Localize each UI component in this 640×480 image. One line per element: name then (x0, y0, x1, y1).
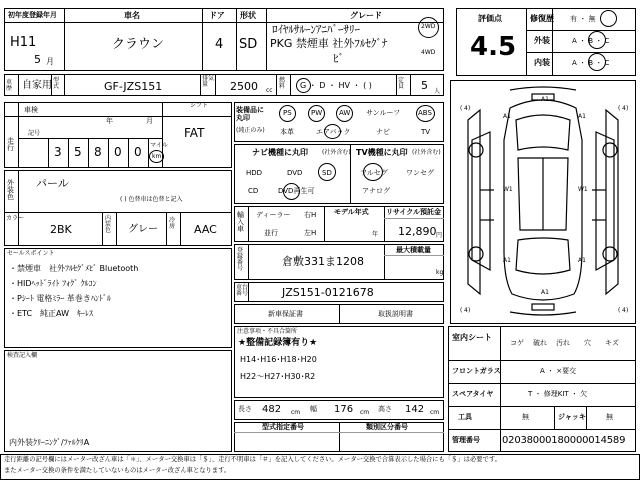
grade-line3: ﾋﾞ (333, 52, 344, 65)
tools-value: 無 (522, 413, 529, 421)
mgmt-label: 管理番号 (452, 436, 480, 444)
year-label: 初年度登録年月 (8, 11, 57, 19)
door-label: ドア (209, 11, 225, 20)
fuel-label: 燃料 (279, 77, 286, 90)
recycle-unit: 円 (436, 232, 443, 239)
width-unit: cm (360, 409, 370, 416)
damage-mark-w1-left: W1 (503, 186, 513, 193)
spare-label: スペアタイヤ (452, 390, 494, 398)
damage-mark-w1-right: W1 (578, 186, 588, 193)
inspection-month-unit: 月 (146, 117, 153, 125)
svg-text:(: ( (618, 105, 621, 112)
seat-item-2: 破れ (533, 339, 547, 347)
import-left-hand: 左H (304, 229, 317, 237)
svg-text:(: ( (460, 307, 463, 314)
import-label: 輸入車 (237, 211, 244, 233)
inspector-note: 内外装ｸﾘｰﾆﾝｸﾞ/ﾌｧﾙｸﾘA (9, 438, 90, 447)
month-value: 5 (34, 53, 41, 66)
ac-value: AAC (194, 223, 217, 236)
recycle-value: 12,890 (398, 225, 437, 238)
spare-value: T ・ 修理KIT ・ 欠 (528, 390, 588, 398)
displacement-unit: cc (266, 87, 273, 94)
exterior-score-label: 外装 (534, 36, 550, 45)
grade-line1: ﾛｲﾔﾙｻﾙｰﾝｱﾆﾊﾞｰｻﾘｰ (272, 23, 360, 36)
color-code-label: カラー (6, 215, 25, 222)
interior-b-circle (588, 53, 606, 71)
chassis-value: JZS151-0121678 (282, 286, 374, 299)
interior-grades: A ・ B ・ C (572, 59, 610, 67)
damage-mark-front: A1 (541, 96, 549, 103)
notes-line2: H14･H16･H18･H20 (240, 355, 317, 364)
svg-text:4: 4 (464, 105, 468, 112)
car-diagram (450, 80, 636, 324)
footer-line2: またメーター交換の条件を満たしていないものはメーター改ざん車となります。 (4, 467, 231, 474)
equip-abs: ABS (418, 109, 432, 117)
navi-title: ナビ機種に丸印 (252, 148, 308, 157)
usage-label: 車歴 (6, 79, 13, 92)
width-label: 幅 (310, 405, 317, 413)
notes-title: 注意事項・不具合箇所 (237, 328, 298, 335)
notes-line3: H22～H27･H30･R2 (240, 372, 316, 381)
tools-label: 工具 (458, 413, 472, 421)
import-parallel: 並行 (264, 229, 278, 237)
recycle-label: リサイクル預託金 (386, 208, 442, 216)
length-value: 482 (262, 404, 282, 415)
model-label: 型式 (53, 77, 60, 90)
height-value: 142 (405, 404, 425, 415)
jack-label: ジャッキ (558, 413, 586, 421)
height-label: 高さ (378, 405, 392, 413)
footer-line1: 走行距離の記号欄にはメーター改ざん車は「＊」、メーター交換車は「＄」、走行不明車は「＃」を記入してください。メーター交換で合算表示した場合にも「＄」は必要です。 (4, 456, 501, 463)
tv-oneseg: ワンセグ (406, 169, 434, 177)
color-code: 2BK (50, 223, 72, 236)
length-unit: cm (291, 409, 301, 416)
damage-mark-fl: A1 (503, 113, 511, 120)
svg-text:): ) (626, 105, 629, 112)
ac-label: 冷房 (169, 217, 176, 230)
reg-label: 登録番号 (237, 247, 244, 272)
damage-mark-fr: A1 (578, 113, 586, 120)
damage-mark-rear: A1 (541, 289, 549, 296)
model-year-unit: 年 (372, 231, 379, 238)
row2-table (4, 74, 444, 96)
max-load-label: 最大積載量 (396, 246, 431, 254)
reg-value: 倉敷331ま1208 (282, 255, 364, 268)
km-label: km (152, 153, 162, 160)
chassis-label: 車台番号 (236, 284, 249, 297)
equip-aw: AW (339, 109, 351, 117)
inspection-label: 車検 (24, 106, 38, 114)
sales-title: セールスポイント (7, 250, 55, 257)
repair-label: 修復歴 (530, 14, 554, 23)
shift-value: FAT (184, 126, 205, 140)
svg-text:): ) (468, 307, 471, 314)
exterior-color: パール (36, 177, 69, 190)
color-note: ( ) 色替車は色替と記入 (120, 196, 183, 203)
year-value: H11 (10, 35, 37, 50)
doors: 4 (215, 37, 224, 52)
svg-text:4: 4 (464, 307, 468, 314)
month-unit: 月 (46, 57, 54, 66)
equip-pw: PW (311, 109, 323, 117)
svg-text:4: 4 (622, 105, 626, 112)
inspector-block (4, 350, 232, 452)
notes-line1: ★整備記録簿有り★ (238, 338, 318, 348)
import-dealer: ディーラー (256, 211, 291, 219)
svg-text:): ) (468, 105, 471, 112)
rating-value: 4.5 (470, 32, 517, 62)
seat-item-4: 穴 (584, 339, 591, 347)
damage-mark-rr: A1 (578, 257, 586, 264)
navi-sd: SD (322, 169, 332, 177)
seat-item-5: キズ (605, 339, 619, 347)
sales-item-3: ・Pｼｰﾄ 電格ﾐﾗｰ 革巻きﾊﾝﾄﾞﾙ (9, 294, 111, 303)
width-value: 176 (334, 404, 354, 415)
displacement: 2500 (230, 80, 258, 93)
grade-label: グレード (350, 11, 382, 20)
drive-4wd: 4WD (421, 49, 436, 56)
inspector-label: 検査記入欄 (7, 352, 38, 359)
sales-item-2: ・HIDﾍｯﾄﾞﾗｲﾄ ﾌｫｸﾞ ｸﾙｺﾝ (9, 279, 97, 288)
height-unit: cm (430, 409, 440, 416)
rating-label: 評価点 (478, 14, 502, 23)
seat-label: 室内シート (452, 333, 492, 342)
tv-analog: アナログ (362, 187, 390, 195)
svg-text:4: 4 (622, 307, 626, 314)
mileage-digit-5: 0 (114, 145, 122, 159)
mileage-digit-4: 8 (94, 145, 102, 159)
navi-hdd: HDD (246, 169, 263, 177)
shape-label: 形状 (240, 11, 256, 20)
navi-dvd-play: DVD再生可 (278, 187, 315, 195)
equip-tv: TV (421, 128, 431, 136)
sales-item-4: ・ETC 純正AW ｷｰﾚｽ (9, 309, 94, 318)
mile-label: マイル (150, 142, 168, 149)
max-load-unit: kg (436, 269, 444, 276)
model: GF-JZS151 (104, 80, 163, 93)
equipment-note: (純正のみ) (236, 127, 265, 134)
repair-options: 有 ・ 無 (570, 15, 596, 23)
svg-text:): ) (626, 307, 629, 314)
glass-value: A ・ ×要交 (540, 367, 577, 375)
capacity: 5 (421, 79, 428, 92)
car-name: クラウン (112, 37, 165, 52)
car-name-label: 車名 (124, 11, 140, 20)
damage-mark-rl: A1 (503, 257, 511, 264)
equip-airbag: エアバック (316, 128, 351, 136)
equip-ps: PS (283, 109, 292, 117)
digit-header: 記号 (28, 130, 41, 137)
sales-item-1: ・禁煙車 社外ﾌﾙｾｸﾞﾒﾋﾞ Bluetooth (9, 264, 139, 273)
capacity-unit: 人 (434, 88, 441, 95)
fuel-options: G ・ D ・ HV ・ ( ) (300, 81, 372, 90)
mgmt-value: 02038000180000014589 (502, 435, 626, 446)
seat-item-3: 汚れ (556, 339, 570, 347)
inspection-year-unit: 年 (106, 117, 113, 125)
displacement-label: 排気量 (202, 75, 215, 88)
shape: SD (239, 37, 258, 52)
svg-text:(: ( (618, 307, 621, 314)
navi-cd: CD (248, 187, 259, 195)
exterior-grades: A ・ B ・ C (572, 37, 610, 45)
category-label: 類別区分番号 (366, 423, 408, 431)
navi-note: (社外含む) (322, 149, 351, 156)
equip-sunroof: サンルーフ (366, 109, 401, 117)
shift-label: シフト (190, 102, 209, 109)
svg-text:(: ( (460, 105, 463, 112)
warranty-label: 新車保証書 (268, 310, 303, 318)
navi-dvd: DVD (287, 169, 303, 177)
mileage-digit-6: 0 (134, 145, 142, 159)
capacity-label: 定員 (398, 77, 405, 90)
equipment-title: 装備品に丸印 (236, 106, 264, 123)
tv-title: TV機種に丸印 (356, 148, 408, 157)
exterior-color-label: 外装色 (7, 179, 14, 201)
mileage-label: 走行 (7, 137, 14, 152)
jack-value: 無 (606, 413, 613, 421)
mileage-digit-2: 3 (54, 145, 62, 159)
tv-note: (社外含む) (412, 149, 441, 156)
drive-2wd: 2WD (421, 23, 436, 30)
equip-navi: ナビ (376, 128, 390, 136)
import-right-hand: 右H (304, 211, 317, 219)
interior-color: グレー (128, 224, 158, 235)
repair-none-circle (600, 10, 617, 27)
exterior-b-circle (588, 31, 606, 49)
length-label: 長さ (238, 405, 252, 413)
seat-item-1: コゲ (510, 339, 524, 347)
equip-leather: 本革 (280, 128, 294, 136)
type-label: 型式指定番号 (262, 423, 304, 431)
interior-score-label: 内装 (534, 58, 550, 67)
airbag-circle (324, 124, 341, 139)
tv-fullseg: フルセグ (360, 169, 388, 177)
glass-label: フロントガラス (452, 367, 501, 375)
model-year-label: モデル年式 (334, 208, 369, 216)
grade-line2: PKG 禁煙車 社外ﾌﾙｾｸﾞﾅ (270, 37, 388, 50)
manual-label: 取扱説明書 (378, 310, 413, 318)
interior-color-label: 内装色 (105, 215, 112, 234)
mileage-digit-3: 5 (74, 145, 82, 159)
usage: 自家用 (22, 80, 52, 91)
